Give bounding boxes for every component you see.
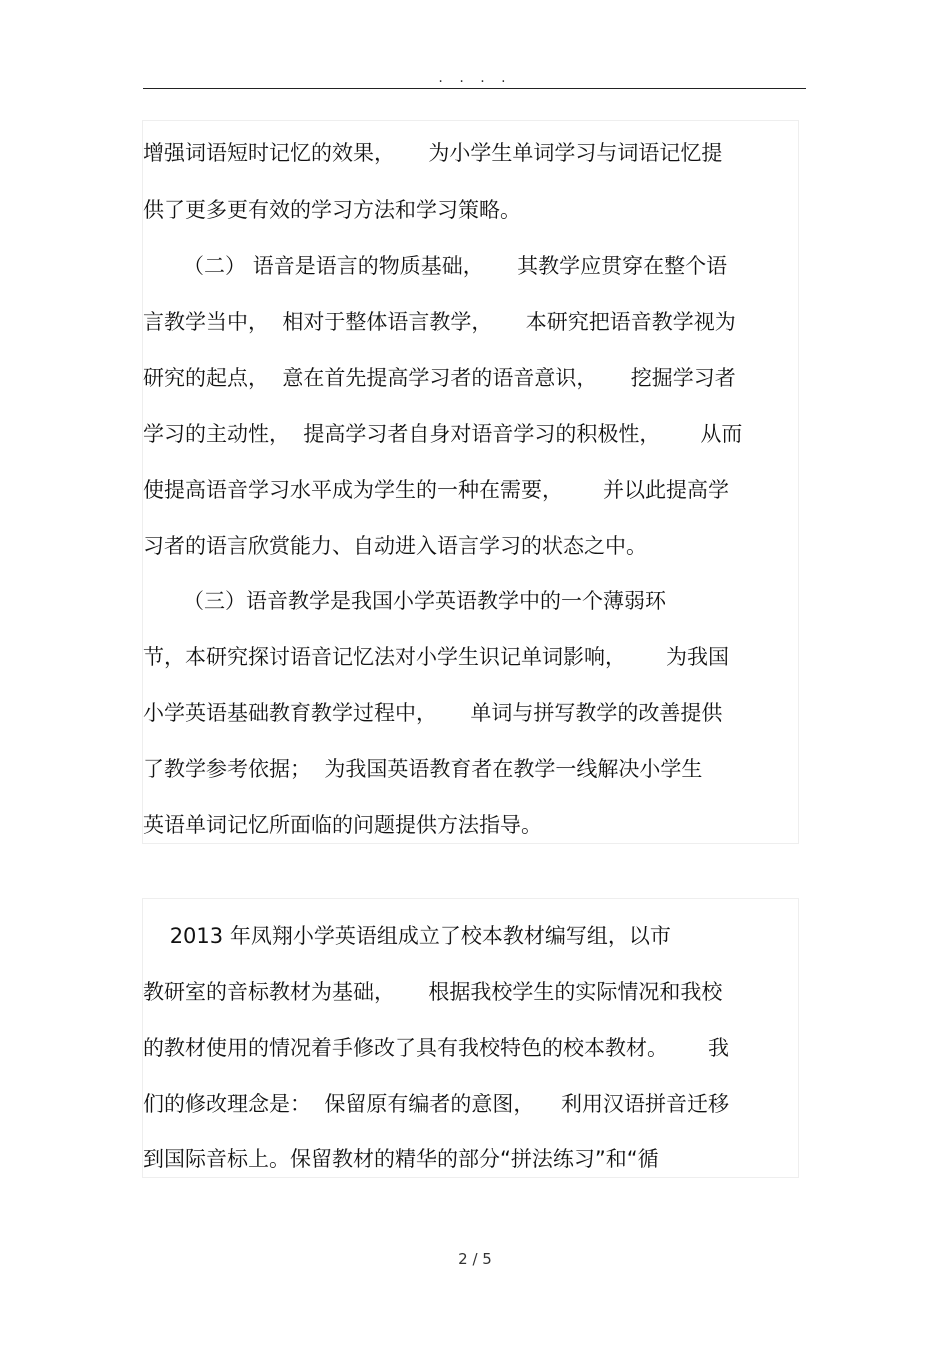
paragraph-line: 节，本研究探讨语音记忆法对小学生识记单词影响， 为我国 bbox=[143, 645, 730, 669]
paragraph-line: 供了更多更有效的学习方法和学习策略。 bbox=[143, 198, 521, 222]
text-block-1 bbox=[142, 120, 799, 844]
paragraph-line: 研究的起点， 意在首先提高学习者的语音意识， 挖掘学习者 bbox=[143, 366, 736, 390]
text-block-2 bbox=[142, 898, 799, 1178]
paragraph-line: 了教学参考依据； 为我国英语教育者在教学一线解决小学生 bbox=[143, 757, 703, 781]
paragraph-line: 的教材使用的情况着手修改了具有我校特色的校本教材。 我 bbox=[143, 1036, 730, 1060]
paragraph-line: 使提高语音学习水平成为学生的一种在需要， 并以此提高学 bbox=[143, 478, 730, 502]
header-dots: . . . . bbox=[438, 70, 512, 86]
paragraph-line: 2013 年凤翔小学英语组成立了校本教材编写组，以市 bbox=[143, 924, 671, 948]
paragraph-line: 们的修改理念是： 保留原有编者的意图， 利用汉语拼音迁移 bbox=[143, 1092, 730, 1116]
paragraph-line: 增强词语短时记忆的效果， 为小学生单词学习与词语记忆提 bbox=[143, 141, 723, 165]
paragraph-line: 习者的语言欣赏能力、自动进入语言学习的状态之中。 bbox=[143, 534, 647, 558]
paragraph-line: 教研室的音标教材为基础， 根据我校学生的实际情况和我校 bbox=[143, 980, 723, 1004]
paragraph-line: 小学英语基础教育教学过程中， 单词与拼写教学的改善提供 bbox=[143, 701, 723, 725]
paragraph-line: 学习的主动性， 提高学习者自身对语音学习的积极性， 从而 bbox=[143, 422, 743, 446]
paragraph-line: （二） 语音是语言的物质基础， 其教学应贯穿在整个语 bbox=[143, 254, 728, 278]
header-rule bbox=[143, 88, 806, 89]
paragraph-line: 英语单词记忆所面临的问题提供方法指导。 bbox=[143, 813, 542, 837]
paragraph-line: 到国际音标上。保留教材的精华的部分“拼法练习”和“循 bbox=[143, 1147, 659, 1171]
paragraph-line: （三）语音教学是我国小学英语教学中的一个薄弱环 bbox=[143, 589, 667, 613]
paragraph-line: 言教学当中， 相对于整体语言教学， 本研究把语音教学视为 bbox=[143, 310, 736, 334]
page-number: 2 / 5 bbox=[458, 1250, 492, 1268]
